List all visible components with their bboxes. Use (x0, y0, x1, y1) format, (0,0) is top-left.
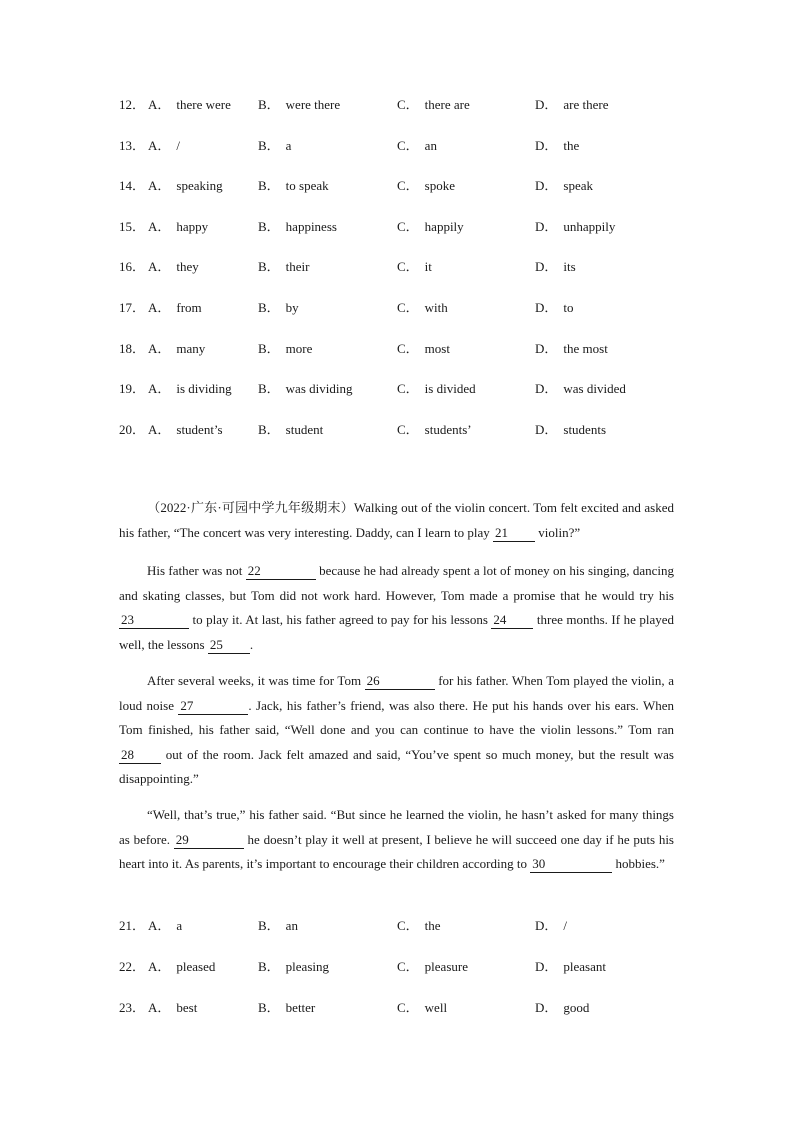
question-number: 16． (119, 259, 146, 274)
option-a: A． student’s (148, 422, 223, 437)
option-d: D． are there (535, 97, 609, 112)
option-a: A． many (148, 341, 206, 356)
question-number: 21． (119, 918, 146, 933)
option-b: B． a (258, 138, 292, 153)
passage-paragraph-2: His father was not 22 because he had already spent a lot of money on his singing, dancing and skating classes, but Tom did not work hard. However, Tom made a promise that he would try his 23 to play it. At last, his father agreed to pay for his lessons 24 three months. If he played well, the lessons 25 . (119, 563, 675, 652)
option-b: B． happiness (258, 219, 337, 234)
option-b: B． pleasing (258, 959, 329, 974)
blank-21: 21 (493, 525, 535, 542)
option-b: B． was dividing (258, 381, 353, 396)
option-b: B． more (258, 341, 313, 356)
option-c: C． the (397, 918, 441, 933)
question-row (119, 176, 679, 196)
question-number: 14． (119, 178, 146, 193)
option-b: B． an (258, 918, 298, 933)
blank-29: 29 (174, 832, 244, 849)
blank-22: 22 (246, 563, 316, 580)
blank-25: 25 (208, 637, 250, 654)
option-a: A． they (148, 259, 199, 274)
question-number: 23． (119, 1000, 146, 1015)
blank-26: 26 (365, 673, 435, 690)
question-row (119, 298, 679, 318)
option-a: A． there were (148, 97, 231, 112)
option-a: A． is dividing (148, 381, 232, 396)
option-d: D． the (535, 138, 580, 153)
question-row (119, 957, 679, 977)
option-b: B． by (258, 300, 299, 315)
option-c: C． well (397, 1000, 448, 1015)
question-row (119, 420, 679, 440)
option-c: C． students’ (397, 422, 472, 437)
blank-23: 23 (119, 612, 189, 629)
option-b: B． student (258, 422, 324, 437)
question-row (119, 257, 679, 277)
option-d: D． speak (535, 178, 593, 193)
question-number: 15． (119, 219, 146, 234)
option-a: A． from (148, 300, 202, 315)
option-a: A． pleased (148, 959, 216, 974)
passage-paragraph-3: After several weeks, it was time for Tom 26 for his father. When Tom played the violin, a loud noise 27 . Jack, his father’s friend, was also there. He put his hands over his ears. When Tom finished, his father said, “Well done and you can continue to have the violin lessons.” Tom ran 28 out of the room. Jack felt amazed and said, “You’ve spent so much money, but the result was disappointing.” (119, 673, 675, 786)
question-number: 19． (119, 381, 146, 396)
option-d: D． its (535, 259, 576, 274)
question-row (119, 379, 679, 399)
option-a: A． a (148, 918, 183, 933)
option-c: C． spoke (397, 178, 456, 193)
question-number: 22． (119, 959, 146, 974)
option-a: A． happy (148, 219, 209, 234)
passage-paragraph-4: “Well, that’s true,” his father said. “But since he learned the violin, he hasn’t asked for many things as before. 29 he doesn’t play it well at present, I believe he will succeed one day if he puts his heart into it. As parents, it’s important to encourage their children according to 30 hobbies.” (119, 807, 674, 871)
option-d: D． pleasant (535, 959, 606, 974)
blank-30: 30 (530, 856, 612, 873)
question-number: 13． (119, 138, 146, 153)
option-c: C． an (397, 138, 437, 153)
option-b: B． their (258, 259, 310, 274)
blank-24: 24 (491, 612, 533, 629)
option-c: C． it (397, 259, 432, 274)
option-b: B． were there (258, 97, 341, 112)
option-a: A． best (148, 1000, 198, 1015)
option-c: C． happily (397, 219, 464, 234)
question-number: 12． (119, 97, 146, 112)
option-d: D． was divided (535, 381, 626, 396)
question-number: 20． (119, 422, 146, 437)
option-c: C． there are (397, 97, 470, 112)
option-c: C． most (397, 341, 450, 356)
option-a: A． speaking (148, 178, 223, 193)
blank-27: 27 (178, 698, 248, 715)
passage-paragraph-1: （2022·广东·可园中学九年级期末）Walking out of the violin concert. Tom felt excited and asked his father, “The concert was very interesting. Daddy, can I learn to play 21 violin?” (119, 500, 674, 540)
option-b: B． better (258, 1000, 316, 1015)
question-row (119, 998, 679, 1018)
option-d: D． good (535, 1000, 590, 1015)
option-d: D． / (535, 918, 568, 933)
question-row (119, 339, 679, 359)
option-d: D． to (535, 300, 574, 315)
option-b: B． to speak (258, 178, 329, 193)
source-note: （2022·广东·可园中学九年级期末） (147, 500, 354, 515)
option-a: A． / (148, 138, 181, 153)
option-d: D． students (535, 422, 607, 437)
question-row (119, 217, 679, 237)
option-d: D． unhappily (535, 219, 616, 234)
question-row (119, 136, 679, 156)
question-row (119, 95, 679, 115)
option-d: D． the most (535, 341, 608, 356)
blank-28: 28 (119, 747, 161, 764)
option-c: C． with (397, 300, 448, 315)
option-c: C． is divided (397, 381, 476, 396)
question-number: 18． (119, 341, 146, 356)
question-number: 17． (119, 300, 146, 315)
question-row (119, 916, 679, 936)
option-c: C． pleasure (397, 959, 468, 974)
